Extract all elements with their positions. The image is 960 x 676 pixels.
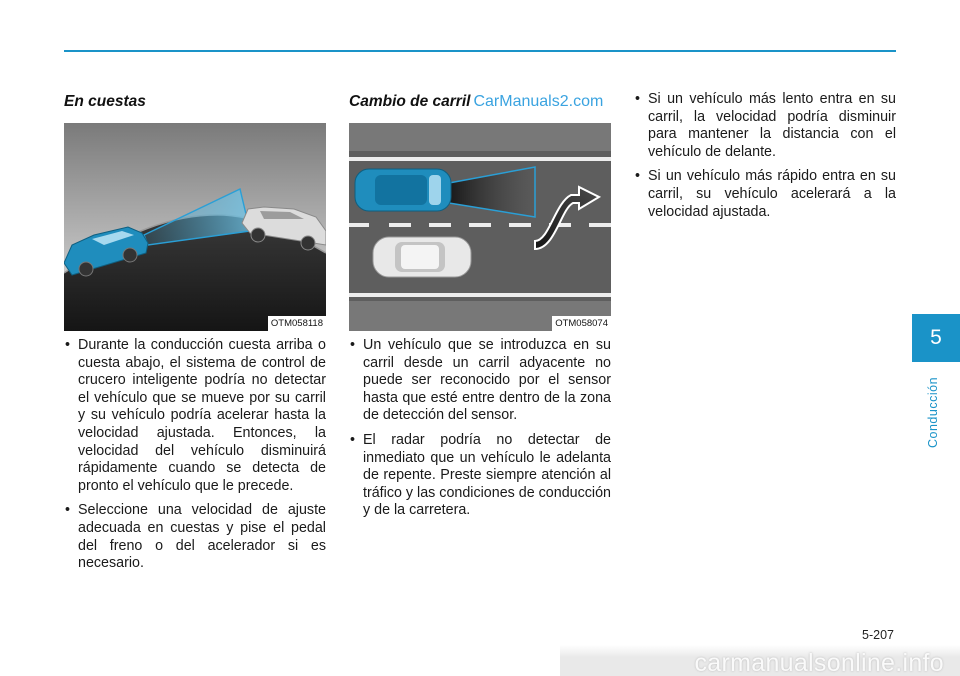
figure-code: OTM058074 xyxy=(552,316,611,331)
column-lane-change xyxy=(349,88,611,527)
column-speed-notes xyxy=(634,88,896,228)
section-heading-lane-change xyxy=(349,88,611,116)
bullet-list-hills xyxy=(64,337,326,573)
column-hills xyxy=(64,88,326,580)
list-item: • Si un vehículo más lento entra en su carril, la velocidad podría disminuir para mantener la distancia con el vehículo de delante. xyxy=(634,91,896,161)
footer-watermark-text: carmanualsonline.info xyxy=(694,649,944,676)
watermark-text: CarManuals2.com xyxy=(473,93,604,110)
footer-watermark xyxy=(560,645,960,676)
bullet-list-speed xyxy=(634,91,896,221)
list-item: • Si un vehículo más rápido entra en su carril, su vehículo acelerará a la velocidad ajustada. xyxy=(634,168,896,221)
chapter-label: Conducción xyxy=(926,376,940,448)
figure-code: OTM058118 xyxy=(268,316,326,331)
adjacent-car-icon xyxy=(373,237,471,277)
list-item: • Seleccione una velocidad de ajuste adecuada en cuestas y pise el pedal del freno o del acelerador si es necesario. xyxy=(64,502,326,572)
section-heading-hills: En cuestas xyxy=(64,93,146,110)
list-item: • Un vehículo que se introduzca en su carril desde un carril adyacente no puede ser reconocido por el sensor hasta que esté entre dentro de la zona de detección del sensor. xyxy=(349,337,611,425)
top-rule xyxy=(64,50,896,52)
list-item: • Durante la conducción cuesta arriba o cuesta abajo, el sistema de control de crucero inteligente podría no detectar el vehículo que se mueve por su carril y su vehículo podría acelerar hasta la velocidad ajustada. Entonces, la velocidad del vehículo disminuirá rápidamente cuando se detecta de pronto el vehículo que le precede. xyxy=(64,337,326,495)
lane-change-illustration xyxy=(349,123,611,331)
chapter-number-tab: 5 xyxy=(912,314,960,362)
figure-lane-change xyxy=(349,123,611,331)
list-item: • El radar podría no detectar de inmediato que un vehículo le adelanta de repente. Preste siempre atención al tráfico y las condiciones de conducción y de la carretera. xyxy=(349,432,611,520)
hill-illustration xyxy=(64,123,326,331)
page-number: 5-207 xyxy=(862,628,894,642)
heading-text: Cambio de carril xyxy=(349,93,471,110)
own-car-icon xyxy=(355,169,451,211)
bullet-list-lane-change xyxy=(349,337,611,520)
figure-hill-driving xyxy=(64,123,326,331)
